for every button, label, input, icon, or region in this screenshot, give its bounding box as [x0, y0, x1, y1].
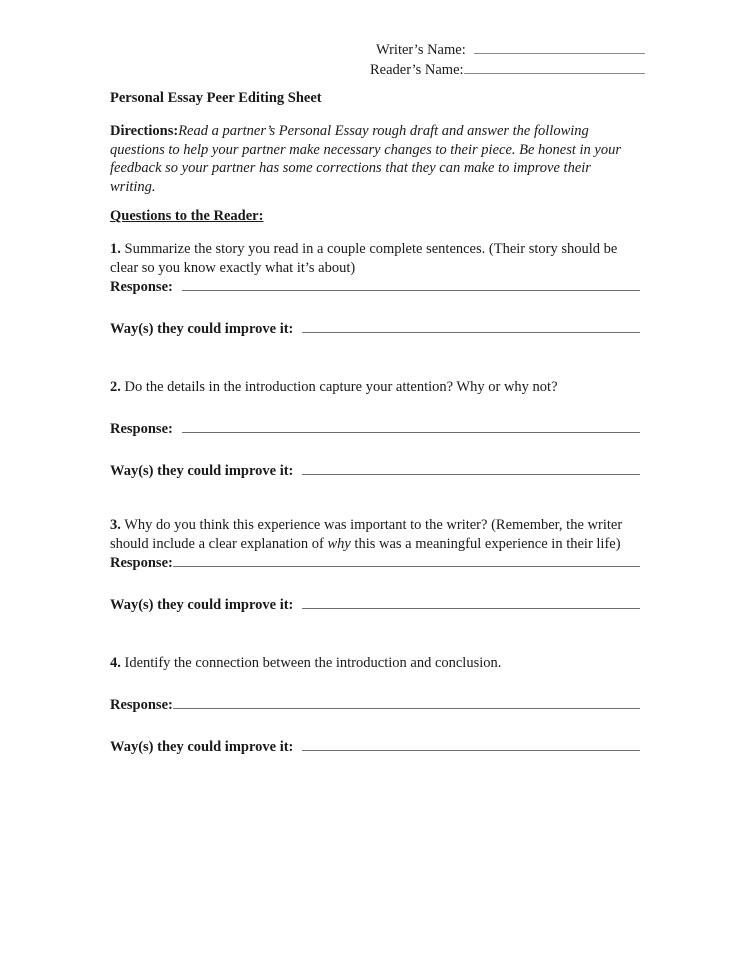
question-number-4: 4.	[110, 655, 121, 671]
improve-label-2: Way(s) they could improve it:	[110, 462, 294, 479]
improve-row-2	[110, 461, 640, 481]
name-fields	[370, 40, 645, 80]
directions-paragraph	[110, 122, 637, 196]
improve-input-line-2[interactable]	[302, 461, 640, 475]
question-body-3-before: Why do you think this experience was important to the writer? (Remember, the writer should include a clear explanation of	[110, 517, 623, 552]
question-block-3	[110, 516, 640, 615]
page-title: Personal Essay Peer Editing Sheet	[110, 90, 322, 106]
response-input-line-4[interactable]	[173, 695, 640, 709]
response-row-4	[110, 695, 640, 715]
improve-row-3	[110, 595, 640, 615]
improve-label-4: Way(s) they could improve it:	[110, 738, 294, 755]
section-heading-questions: Questions to the Reader:	[110, 208, 264, 224]
question-body-2: Do the details in the introduction capture your attention? Why or why not?	[120, 379, 558, 395]
writer-name-input-line[interactable]	[474, 40, 645, 54]
question-body-3-after: this was a meaningful experience in their life)	[350, 535, 621, 552]
directions-text: Read a partner’s Personal Essay rough draft and answer the following questions to help your partner make necessary changes to their piece. Be honest in your feedback so your partner has some corrections that they can make to improve their writing.	[110, 123, 622, 195]
improve-row-4	[110, 737, 640, 757]
improve-row-1	[110, 319, 640, 339]
response-label-4: Response:	[110, 696, 173, 713]
improve-input-line-1[interactable]	[302, 319, 640, 333]
response-label-2: Response:	[110, 420, 173, 437]
question-block-4	[110, 654, 640, 757]
improve-label-3: Way(s) they could improve it:	[110, 597, 294, 613]
question-text-2	[110, 378, 640, 397]
response-row-3	[110, 553, 640, 573]
response-row-1	[110, 277, 640, 297]
reader-name-input-line[interactable]	[464, 60, 645, 74]
question-text-4	[110, 654, 640, 673]
question-number-2: 2.	[110, 379, 121, 395]
improve-input-line-3[interactable]	[302, 595, 640, 609]
question-number-1: 1.	[110, 241, 121, 257]
writer-name-row	[370, 40, 645, 60]
response-input-line-2[interactable]	[182, 419, 640, 433]
response-row-2	[110, 419, 640, 439]
question-body-1: Summarize the story you read in a couple complete sentences. (Their story should be clear so you know exactly what it’s about)	[110, 241, 618, 276]
question-block-2	[110, 378, 640, 481]
question-text-1	[110, 240, 640, 277]
directions-label: Directions:	[110, 123, 179, 139]
response-label-1: Response:	[110, 279, 173, 295]
reader-name-label: Reader’s Name:	[370, 62, 464, 78]
question-block-1	[110, 240, 640, 339]
response-input-line-1[interactable]	[182, 277, 640, 291]
writer-name-label: Writer’s Name:	[376, 42, 466, 58]
response-label-3: Response:	[110, 555, 173, 571]
improve-input-line-4[interactable]	[302, 737, 640, 751]
question-text-3	[110, 516, 640, 553]
question-body-4: Identify the connection between the introduction and conclusion.	[120, 655, 502, 671]
improve-label-1: Way(s) they could improve it:	[110, 321, 294, 337]
reader-name-row	[370, 60, 645, 80]
question-number-3: 3.	[110, 517, 121, 533]
question-body-3-emphasis: why	[327, 535, 351, 552]
response-input-line-3[interactable]	[173, 553, 640, 567]
